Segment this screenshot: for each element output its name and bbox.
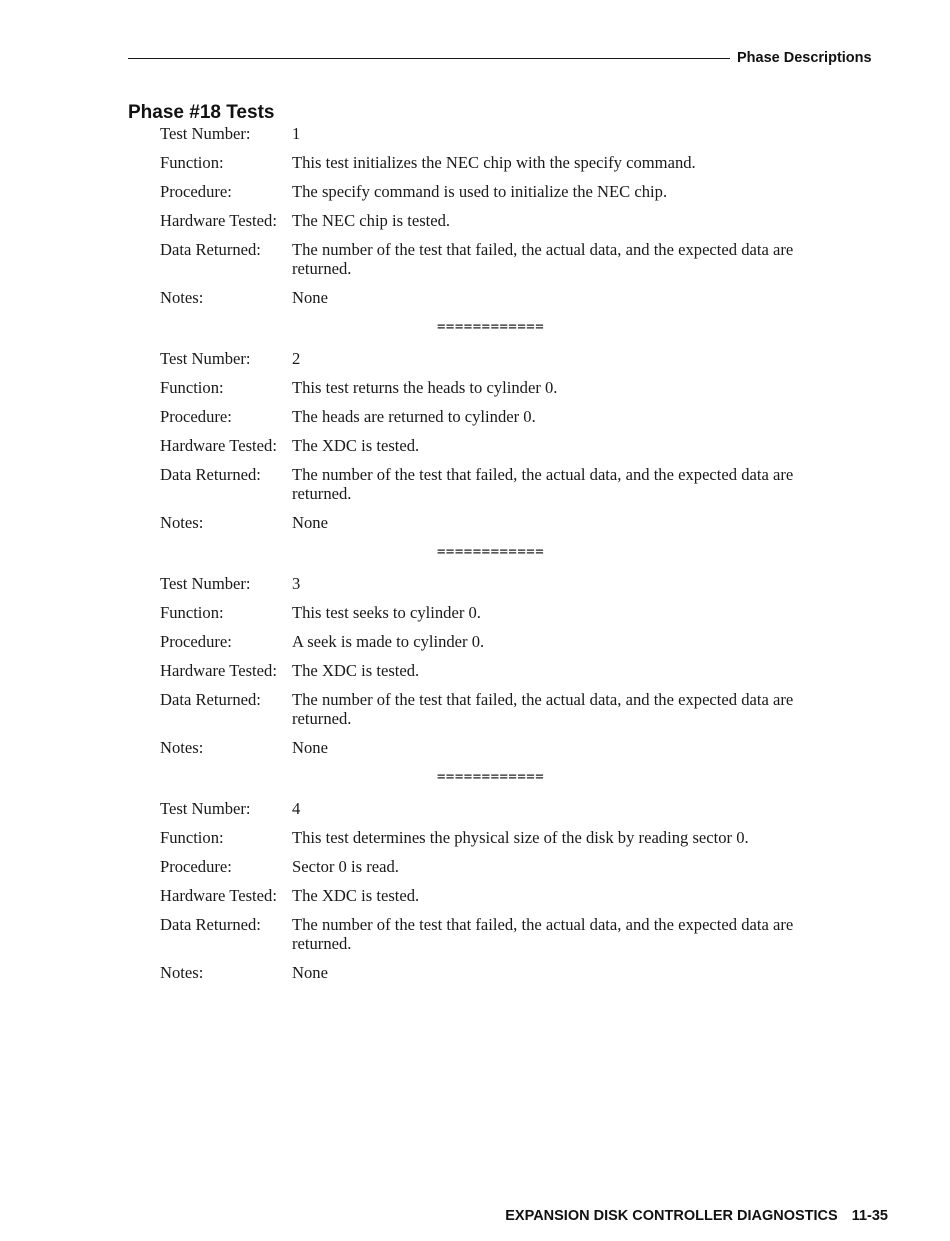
function-label: Function: (160, 153, 224, 172)
function-value: This test initializes the NEC chip with the specify command. (292, 153, 696, 172)
test-number-value: 2 (292, 349, 301, 368)
test-separator: ============ (437, 544, 545, 560)
hardware-label: Hardware Tested: (160, 436, 277, 455)
procedure-label: Procedure: (160, 182, 232, 201)
header-rule (128, 58, 730, 59)
hardware-value: The XDC is tested. (292, 436, 420, 455)
data-returned-row (0, 240, 950, 278)
hardware-value: The XDC is tested. (292, 661, 420, 680)
hardware-row (0, 886, 950, 905)
function-row (0, 828, 950, 847)
data-returned-row (0, 915, 950, 953)
hardware-label: Hardware Tested: (160, 661, 277, 680)
test-number-value: 4 (292, 799, 301, 818)
section-title: Phase #18 Tests (128, 102, 275, 123)
notes-row (0, 288, 950, 307)
data-returned-label: Data Returned: (160, 240, 261, 259)
function-value: This test determines the physical size of the disk by reading sector 0. (292, 828, 749, 847)
hardware-row (0, 436, 950, 455)
test-number-row (0, 799, 950, 818)
tests-list (0, 124, 950, 992)
notes-value: None (292, 963, 328, 982)
hardware-label: Hardware Tested: (160, 886, 277, 905)
data-returned-value: The number of the test that failed, the actual data, and the expected data are returned. (292, 915, 794, 953)
procedure-value: A seek is made to cylinder 0. (292, 632, 485, 651)
data-returned-value: The number of the test that failed, the actual data, and the expected data are returned. (292, 240, 794, 278)
data-returned-label: Data Returned: (160, 465, 261, 484)
function-label: Function: (160, 378, 224, 397)
hardware-row (0, 661, 950, 680)
procedure-value: The heads are returned to cylinder 0. (292, 407, 536, 426)
procedure-label: Procedure: (160, 857, 232, 876)
procedure-value: The specify command is used to initialize the NEC chip. (292, 182, 668, 201)
hardware-row (0, 211, 950, 230)
notes-value: None (292, 738, 328, 757)
hardware-label: Hardware Tested: (160, 211, 277, 230)
data-returned-label: Data Returned: (160, 915, 261, 934)
data-returned-label: Data Returned: (160, 690, 261, 709)
test-number-label: Test Number: (160, 799, 251, 818)
hardware-value: The NEC chip is tested. (292, 211, 451, 230)
test-number-label: Test Number: (160, 574, 251, 593)
notes-row (0, 738, 950, 757)
test-separator: ============ (437, 319, 545, 335)
notes-value: None (292, 288, 328, 307)
procedure-row (0, 182, 950, 201)
data-returned-row (0, 690, 950, 728)
footer-title: EXPANSION DISK CONTROLLER DIAGNOSTICS (505, 1208, 838, 1224)
data-returned-value: The number of the test that failed, the actual data, and the expected data are returned. (292, 465, 794, 503)
notes-label: Notes: (160, 513, 204, 532)
test-block (0, 124, 950, 307)
test-block (0, 349, 950, 532)
test-number-value: 1 (292, 124, 301, 143)
page-footer (505, 1208, 888, 1224)
notes-value: None (292, 513, 328, 532)
test-number-value: 3 (292, 574, 301, 593)
test-number-row (0, 574, 950, 593)
function-row (0, 603, 950, 622)
notes-label: Notes: (160, 963, 204, 982)
test-number-row (0, 349, 950, 368)
test-block (0, 574, 950, 757)
data-returned-value: The number of the test that failed, the actual data, and the expected data are returned. (292, 690, 794, 728)
procedure-value: Sector 0 is read. (292, 857, 399, 876)
notes-label: Notes: (160, 288, 204, 307)
test-number-label: Test Number: (160, 349, 251, 368)
function-label: Function: (160, 603, 224, 622)
procedure-row (0, 632, 950, 651)
running-header: Phase Descriptions (737, 50, 872, 66)
function-value: This test seeks to cylinder 0. (292, 603, 481, 622)
hardware-value: The XDC is tested. (292, 886, 420, 905)
test-separator: ============ (437, 769, 545, 785)
function-label: Function: (160, 828, 224, 847)
procedure-row (0, 857, 950, 876)
procedure-label: Procedure: (160, 632, 232, 651)
notes-label: Notes: (160, 738, 204, 757)
test-block (0, 799, 950, 982)
notes-row (0, 513, 950, 532)
procedure-row (0, 407, 950, 426)
notes-row (0, 963, 950, 982)
function-row (0, 153, 950, 172)
test-number-row (0, 124, 950, 143)
data-returned-row (0, 465, 950, 503)
function-value: This test returns the heads to cylinder 0. (292, 378, 558, 397)
function-row (0, 378, 950, 397)
page-number: 11-35 (851, 1208, 888, 1224)
test-number-label: Test Number: (160, 124, 251, 143)
procedure-label: Procedure: (160, 407, 232, 426)
